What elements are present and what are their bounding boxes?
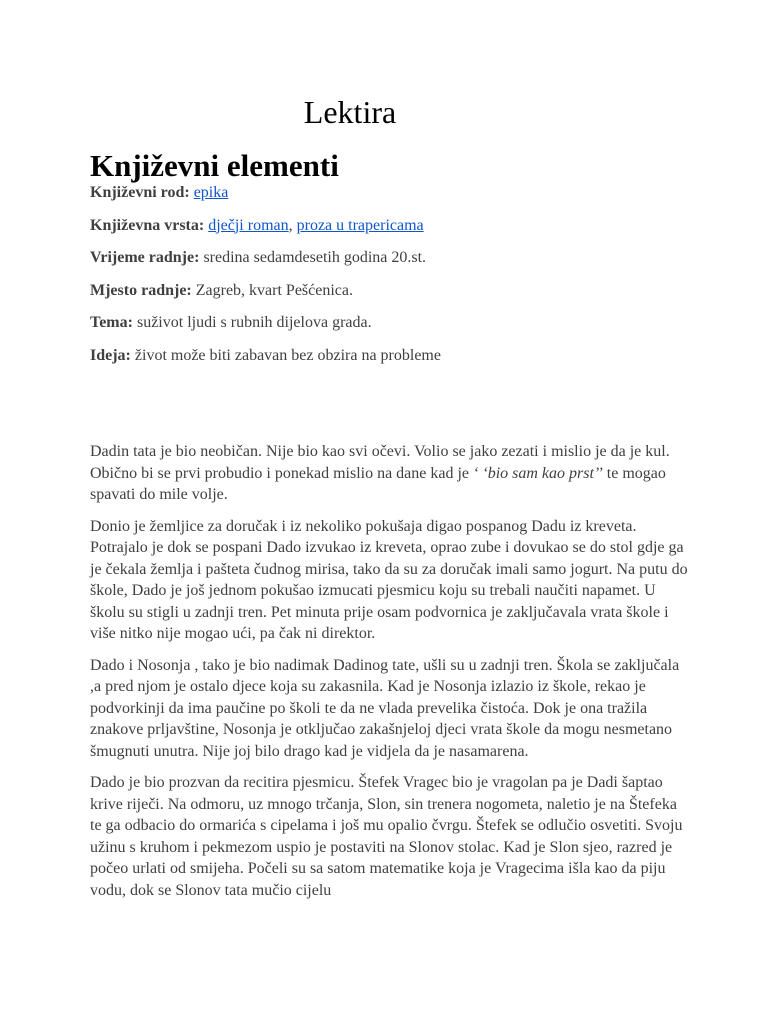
element-row-vrsta xyxy=(90,215,690,248)
element-label-vrijeme: Vrijeme radnje: xyxy=(90,249,200,266)
element-label-vrsta: Književna vrsta: xyxy=(90,216,205,234)
element-row-rod xyxy=(90,182,690,215)
element-label-tema: Tema: xyxy=(90,314,133,331)
element-label-rod: Književni rod: xyxy=(90,184,190,201)
paragraph-2: Donio je žemljice za doručak i iz nekoliko pokušaja digao pospanog Dadu iz kreveta. Potrajalo je dok se pospani Dado izvukao iz kreveta, oprao zube i dovukao se do stol gdje ga je čekala žemlja i pašteta čudnog mirisa, tako da su za doručak imali samo jogurt. Na putu do škole, Dado je još jednom pokušao izmucati pjesmicu koju su trebali naučiti napamet. U školu su stigli u zadnji tren. Pet minuta prije osam podvornica je zaključavala vrata škole i više nitko nije mogao ući, pa čak ni direktor. xyxy=(90,517,688,642)
element-value-mjesto: Zagreb, kvart Pešćenica. xyxy=(195,281,354,299)
section-heading: Književni elementi xyxy=(90,148,339,183)
link-djecji-roman[interactable]: dječji roman xyxy=(208,216,289,234)
literary-elements-list xyxy=(90,182,690,377)
element-label-ideja: Ideja: xyxy=(90,346,131,364)
link-epika[interactable]: epika xyxy=(193,184,229,201)
paragraph-1-quote: ‘ ‘bio sam kao prst’’ xyxy=(473,464,603,482)
paragraph-1-end: te mogao spavati do mile volje. xyxy=(90,464,666,503)
element-row-vrijeme xyxy=(90,247,690,280)
element-value-tema: suživot ljudi s rubnih dijelova grada. xyxy=(136,314,372,331)
element-separator: , xyxy=(288,216,293,234)
element-row-tema xyxy=(90,312,690,345)
paragraph-1-text: Dadin tata je bio neobičan. Nije bio kao svi očevi. Volio se jako zezati i mislio je da je kul. Obično bi se prvi probudio i ponekad mislio na dane kad je xyxy=(90,443,670,482)
paragraph-3: Dado i Nosonja , tako je bio nadimak Dadinog tate, ušli su u zadnji tren. Škola se zaključala ,a pred njom je ostalo djece koja su zakasnila. Kad je Nosonja izlazio iz škole, rekao je podvorkinji da ima paučine po školi te da ne vlada prevelika čistoća. Dok je ona tražila znakove prljavštine, Nosonja je otključao zakašnjeloj djeci vrata škole da mogu nesmetano šmugnuti unutra. Nije joj bilo drago kad je vidjela da je nasamarena. xyxy=(90,656,680,760)
link-proza-u-trapericama[interactable]: proza u trapericama xyxy=(296,216,424,234)
element-row-ideja xyxy=(90,345,690,378)
element-value-vrijeme: sredina sedamdesetih godina 20.st. xyxy=(203,249,427,266)
element-row-mjesto xyxy=(90,280,690,313)
paragraph-4: Dado je bio prozvan da recitira pjesmicu. Štefek Vragec bio je vragolan pa je Dadi šaptao krive riječi. Na odmoru, uz mnogo trčanja, Slon, sin trenera nogometa, naletio je na Štefeka te ga odbacio do ormarića s cipelama i još mu opalio čvrgu. Štefek se odlučio osvetiti. Svoju užinu s kruhom i pekmezom uspio je postaviti na Slonov stolac. Kad je Slon sjeo, razred je počeo urlati od smijeha. Počeli su sa satom matematike koja je Vragecima išla kao da piju vodu, dok se Slonov tata mučio cijelu xyxy=(90,774,683,899)
element-value-ideja: život može biti zabavan bez obzira na probleme xyxy=(134,346,441,364)
document-title: Lektira xyxy=(303,94,397,130)
story-body xyxy=(90,441,690,911)
element-label-mjesto: Mjesto radnje: xyxy=(90,281,192,299)
paragraph-1 xyxy=(90,441,690,506)
